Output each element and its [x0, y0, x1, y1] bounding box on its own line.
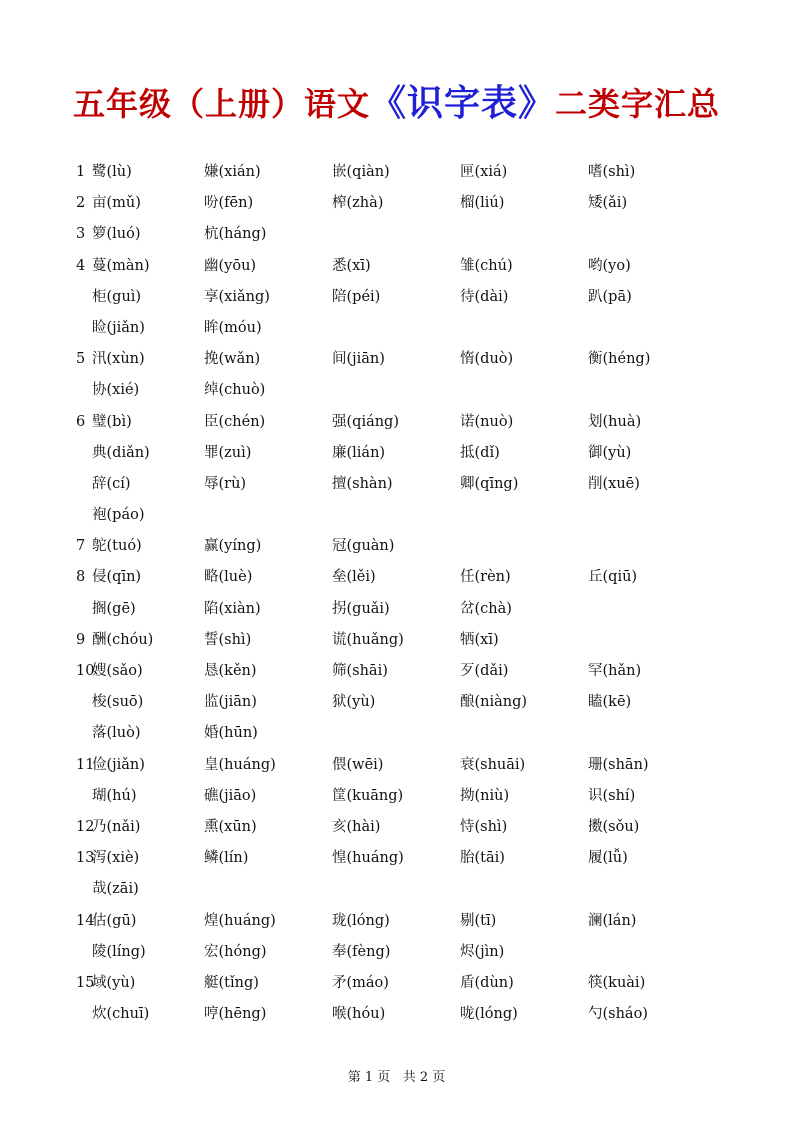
- lesson-number: 12: [76, 818, 95, 835]
- table-row: [0, 500, 793, 531]
- table-row: [0, 625, 793, 656]
- lesson-number: 7: [76, 538, 86, 555]
- character-cell: 盾(dùn): [460, 974, 514, 991]
- character-cell: 陵(líng): [92, 943, 146, 960]
- character-cell: 抵(dǐ): [460, 444, 500, 461]
- character-cell: 雏(chú): [460, 257, 513, 274]
- character-cell: 惰(duò): [460, 351, 514, 368]
- lesson-number: 14: [76, 912, 95, 929]
- character-cell: 箩(luó): [92, 226, 141, 243]
- character-cell: 强(qiáng): [332, 413, 399, 430]
- character-cell: 歹(dǎi): [460, 663, 509, 679]
- character-cell: 艇(tǐng): [204, 974, 259, 991]
- character-cell: 衰(shuāi): [460, 756, 526, 773]
- character-cell: 酬(chóu): [92, 631, 154, 648]
- table-row: [0, 968, 793, 999]
- character-cell: 婚(hūn): [204, 725, 258, 742]
- character-cell: 筐(kuāng): [332, 787, 404, 804]
- character-cell: 削(xuē): [588, 475, 640, 492]
- character-cell: 礁(jiāo): [204, 787, 257, 804]
- character-cell: 域(yù): [92, 974, 136, 991]
- lesson-number: 13: [76, 850, 95, 867]
- page-title: [0, 82, 793, 126]
- character-cell: 衡(héng): [588, 351, 651, 368]
- character-cell: 酿(niàng): [460, 694, 528, 711]
- lesson-number: 3: [76, 226, 86, 243]
- character-cell: 袍(páo): [92, 507, 145, 524]
- character-cell: 哟(yo): [588, 257, 631, 274]
- character-cell: 罪(zuì): [204, 444, 252, 461]
- character-cell: 俭(jiǎn): [92, 756, 145, 773]
- lesson-number: 2: [76, 195, 86, 212]
- table-row: [0, 219, 793, 250]
- character-cell: 睑(jiǎn): [92, 319, 145, 336]
- character-cell: 垒(lěi): [332, 569, 376, 586]
- title-part-table: 《识字表》: [369, 83, 555, 124]
- title-part-summary: 二类字汇总: [555, 85, 721, 123]
- character-cell: 嫌(xián): [204, 164, 261, 180]
- character-cell: 协(xié): [92, 382, 140, 399]
- character-cell: 璧(bì): [92, 413, 132, 430]
- table-row: [0, 812, 793, 843]
- table-row: [0, 843, 793, 874]
- table-row: [0, 282, 793, 313]
- character-cell: 侵(qīn): [92, 569, 142, 586]
- character-cell: 鳞(lín): [204, 850, 249, 867]
- lesson-number: 10: [76, 663, 95, 679]
- table-row: [0, 718, 793, 749]
- character-cell: 嗜(shì): [588, 164, 636, 180]
- table-row: [0, 375, 793, 406]
- character-cell: 牺(xī): [460, 631, 499, 648]
- character-cell: 履(lǚ): [588, 850, 628, 867]
- table-row: [0, 781, 793, 812]
- lesson-number: 8: [76, 569, 86, 586]
- character-cell: 间(jiān): [332, 351, 385, 368]
- character-cell: 趴(pā): [588, 288, 632, 305]
- character-cell: 陪(péi): [332, 288, 381, 305]
- character-cell: 狱(yù): [332, 694, 376, 711]
- character-cell: 臣(chén): [204, 413, 266, 430]
- character-cell: 柜(guì): [92, 288, 142, 305]
- character-cell: 汛(xùn): [92, 351, 145, 368]
- character-cell: 划(huà): [588, 413, 642, 430]
- character-cell: 监(jiān): [204, 694, 257, 711]
- title-part-grade: 五年级（上册）语文: [72, 85, 370, 123]
- character-cell: 筷(kuài): [588, 974, 646, 991]
- character-cell: 喉(hóu): [332, 1006, 386, 1023]
- character-cell: 誓(shì): [204, 631, 252, 648]
- character-cell: 谎(huǎng): [332, 631, 404, 648]
- character-cell: 筛(shāi): [332, 663, 388, 679]
- page-footer: 第 1 页 共 2 页: [347, 1070, 446, 1085]
- character-cell: 矮(ǎi): [588, 195, 628, 212]
- character-cell: 珑(lóng): [332, 912, 390, 929]
- character-cell: 落(luò): [92, 725, 141, 742]
- character-cell: 匣(xiá): [460, 164, 508, 180]
- character-cell: 泻(xiè): [92, 850, 140, 867]
- character-cell: 烬(jìn): [460, 943, 505, 960]
- lesson-number: 9: [76, 631, 86, 648]
- table-row: [0, 313, 793, 344]
- table-row: [0, 469, 793, 500]
- table-row: [0, 906, 793, 937]
- character-cell: 哉(zāi): [92, 881, 139, 898]
- character-cell: 榨(zhà): [332, 195, 384, 212]
- character-cell: 蔓(màn): [92, 257, 150, 274]
- character-cell: 皇(huáng): [204, 756, 276, 773]
- table-row: [0, 874, 793, 905]
- lesson-number: 15: [76, 974, 95, 991]
- character-cell: 估(gū): [92, 912, 137, 929]
- table-row: [0, 344, 793, 375]
- character-cell: 绰(chuò): [204, 382, 266, 399]
- table-row: [0, 188, 793, 219]
- character-cell: 偎(wēi): [332, 756, 384, 773]
- character-cell: 待(dài): [460, 288, 509, 305]
- character-cell: 勺(sháo): [588, 1006, 648, 1023]
- character-cell: 惶(huáng): [332, 850, 404, 867]
- character-cell: 廉(lián): [332, 444, 386, 461]
- character-cell: 擞(sǒu): [588, 818, 640, 835]
- lesson-number: 11: [76, 756, 95, 773]
- character-cell: 冠(guàn): [332, 538, 395, 555]
- lesson-number: 1: [76, 164, 86, 180]
- table-row: [0, 687, 793, 718]
- character-cell: 咙(lóng): [460, 1006, 518, 1023]
- table-row: [0, 407, 793, 438]
- character-cell: 嵌(qiàn): [332, 164, 390, 180]
- character-cell: 眸(móu): [204, 319, 262, 336]
- character-cell: 炊(chuī): [92, 1006, 150, 1023]
- character-cell: 宏(hóng): [204, 943, 267, 960]
- table-row: [0, 937, 793, 968]
- character-cell: 丘(qiū): [588, 569, 638, 586]
- character-cell: 卿(qīng): [460, 475, 519, 492]
- table-row: [0, 562, 793, 593]
- table-row: [0, 251, 793, 282]
- character-cell: 任(rèn): [460, 569, 511, 586]
- character-cell: 杭(háng): [204, 226, 267, 243]
- character-cell: 恃(shì): [460, 818, 508, 835]
- table-row: [0, 656, 793, 687]
- character-cell: 乃(nǎi): [92, 818, 141, 835]
- character-cell: 矛(máo): [332, 974, 389, 991]
- character-cell: 识(shí): [588, 787, 636, 804]
- character-cell: 拐(guǎi): [332, 600, 390, 617]
- character-cell: 搁(gē): [92, 600, 136, 617]
- character-cell: 奉(fèng): [332, 943, 391, 960]
- character-cell: 罕(hǎn): [588, 663, 642, 679]
- table-row: [0, 438, 793, 469]
- character-cell: 享(xiǎng): [204, 288, 270, 305]
- character-cell: 辱(rù): [204, 475, 247, 492]
- character-cell: 亩(mǔ): [92, 195, 141, 212]
- character-cell: 澜(lán): [588, 912, 637, 929]
- table-row: [0, 531, 793, 562]
- lesson-number: 5: [76, 351, 86, 368]
- character-cell: 辞(cí): [92, 475, 131, 492]
- character-cell: 煌(huáng): [204, 912, 276, 929]
- character-cell: 嫂(sǎo): [92, 663, 143, 679]
- character-cell: 熏(xūn): [204, 818, 257, 835]
- character-cell: 吩(fēn): [204, 195, 254, 212]
- character-cell: 擅(shàn): [332, 475, 393, 492]
- character-cell: 胎(tāi): [460, 850, 505, 867]
- character-cell: 亥(hài): [332, 818, 381, 835]
- character-cell: 诺(nuò): [460, 413, 514, 430]
- character-cell: 陷(xiàn): [204, 600, 261, 617]
- character-cell: 瑚(hú): [92, 787, 137, 804]
- lesson-number: 6: [76, 413, 86, 430]
- lesson-number: 4: [76, 257, 86, 274]
- table-row: [0, 750, 793, 781]
- character-cell: 鹭(lù): [92, 164, 132, 180]
- character-cell: 悉(xī): [332, 257, 371, 274]
- character-cell: 珊(shān): [588, 756, 649, 773]
- character-cell: 鸵(tuó): [92, 538, 142, 555]
- character-cell: 拗(niù): [460, 787, 510, 804]
- character-cell: 略(luè): [204, 569, 253, 586]
- table-row: [0, 594, 793, 625]
- character-cell: 梭(suō): [92, 694, 144, 711]
- character-cell: 哼(hēng): [204, 1006, 267, 1023]
- character-cell: 瞌(kē): [588, 694, 632, 711]
- character-cell: 典(diǎn): [92, 444, 150, 461]
- character-cell: 幽(yōu): [204, 257, 257, 274]
- character-cell: 剔(tī): [460, 912, 497, 929]
- character-cell: 恳(kěn): [204, 663, 257, 679]
- character-cell: 赢(yíng): [204, 538, 262, 555]
- table-row: [0, 157, 793, 188]
- character-cell: 榴(liú): [460, 195, 505, 212]
- character-table: [0, 157, 793, 1030]
- table-row: [0, 999, 793, 1030]
- character-cell: 御(yù): [588, 444, 632, 461]
- character-cell: 挽(wǎn): [204, 351, 261, 368]
- character-cell: 岔(chà): [460, 600, 512, 617]
